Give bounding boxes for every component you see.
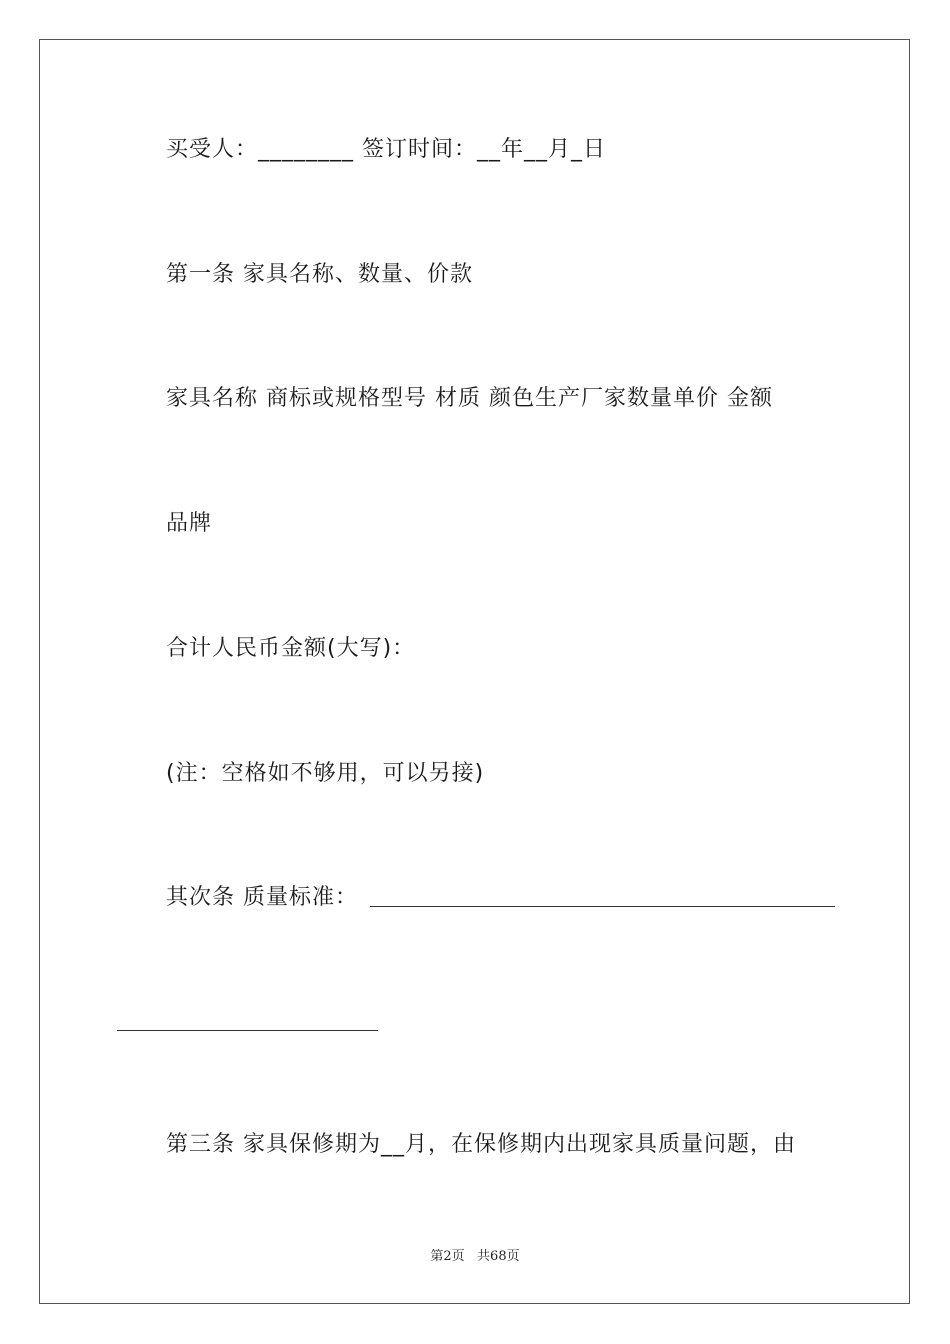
page-footer: 第2页 共68页: [430, 1249, 520, 1264]
article-2-quality-standard: 其次条 质量标准：: [166, 885, 358, 910]
page-border: [39, 39, 910, 1304]
article-3-warranty-line: 第三条 家具保修期为__月，在保修期内出现家具质量问题，由: [166, 1132, 796, 1157]
total-amount-line: 合计人民币金额(大写)：: [166, 636, 416, 661]
article-1-heading: 第一条 家具名称、数量、价款: [166, 262, 473, 287]
brand-label: 品牌: [166, 511, 213, 536]
table-header-line: 家具名称 商标或规格型号 材质 颜色生产厂家数量单价 金额: [166, 386, 773, 411]
quality-standard-blank-line: [370, 906, 835, 907]
note-line: (注：空格如不够用，可以另接): [166, 761, 485, 786]
buyer-sign-date-line: 买受人：________ 签订时间：__年__月_日: [166, 137, 606, 162]
continuation-blank-line: [117, 1030, 378, 1031]
